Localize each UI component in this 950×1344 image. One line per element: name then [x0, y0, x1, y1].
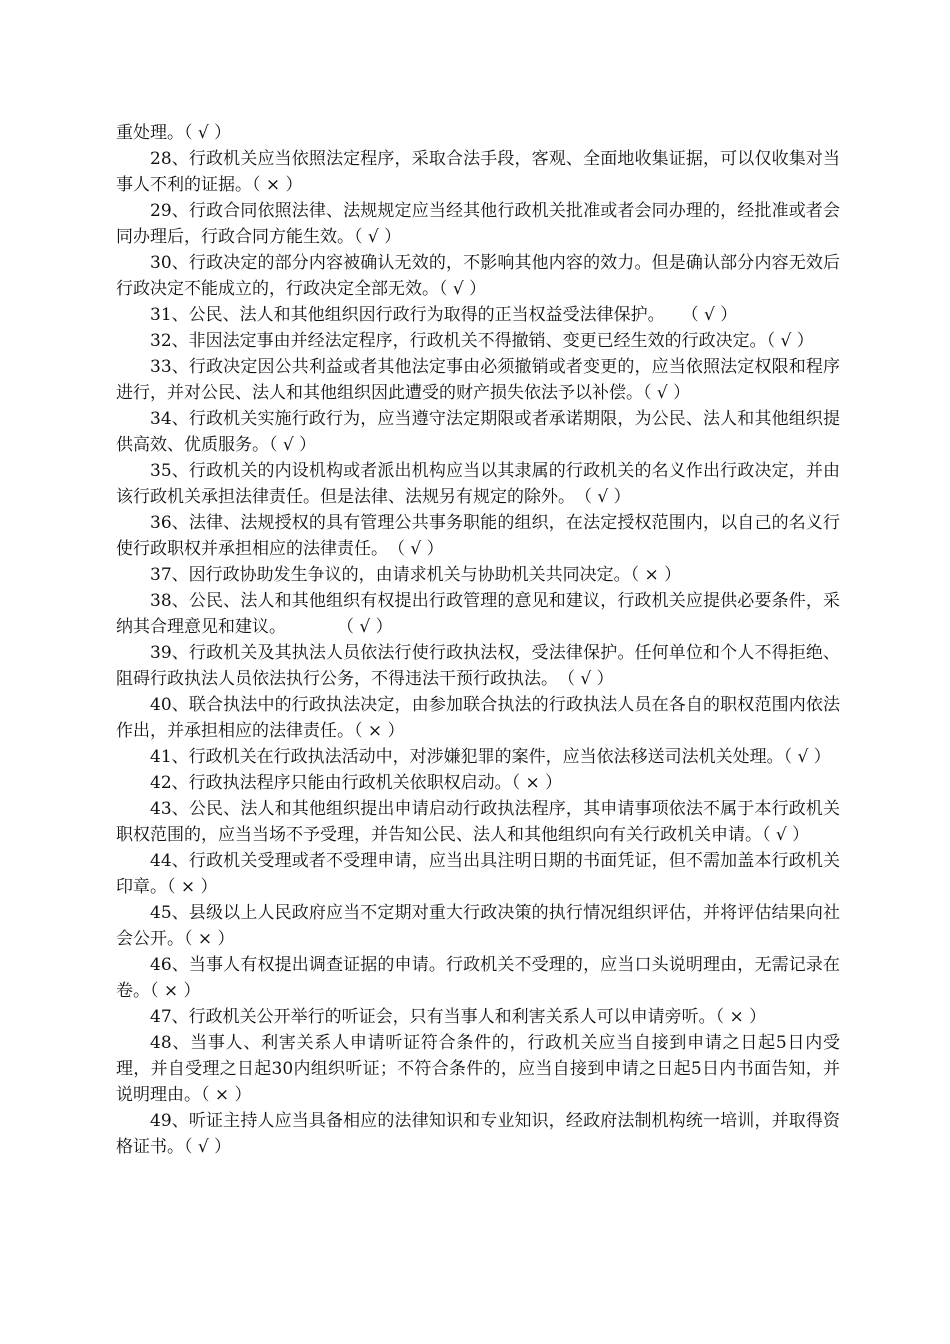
question-42: 42、行政执法程序只能由行政机关依职权启动。（ × ）	[150, 773, 563, 793]
question-48: 48、当事人、利害关系人申请听证符合条件的，行政机关应当自接到申请之日起5日内受理，并自受理之日起30内组织听证；不符合条件的，应当自接到申请之日起5日内书面告知，并说明理由。（ × ）	[116, 1033, 840, 1105]
question-30: 30、行政决定的部分内容被确认无效的，不影响其他内容的效力。但是确认部分内容无效后行政决定不能成立的，行政决定全部无效。（ √ ）	[116, 253, 840, 299]
question-34: 34、行政机关实施行政行为，应当遵守法定期限或者承诺期限，为公民、法人和其他组织提供高效、优质服务。（ √ ）	[116, 409, 840, 455]
question-43: 43、公民、法人和其他组织提出申请启动行政执法程序，其申请事项依法不属于本行政机关职权范围的，应当当场不予受理，并告知公民、法人和其他组织向有关行政机关申请。（ √ ）	[116, 799, 840, 845]
question-44: 44、行政机关受理或者不受理申请，应当出具注明日期的书面凭证，但不需加盖本行政机关印章。（ × ）	[116, 851, 840, 897]
question-35: 35、行政机关的内设机构或者派出机构应当以其隶属的行政机关的名义作出行政决定，并由该行政机关承担法律责任。但是法律、法规另有规定的除外。 （ √ ）	[116, 461, 840, 507]
question-32: 32、非因法定事由并经法定程序，行政机关不得撤销、变更已经生效的行政决定。（ √ ）	[150, 331, 814, 351]
question-31: 31、公民、法人和其他组织因行政行为取得的正当权益受法律保护。 （ √ ）	[150, 305, 738, 325]
document-body	[116, 120, 840, 1160]
question-41: 41、行政机关在行政执法活动中，对涉嫌犯罪的案件，应当依法移送司法机关处理。（ √ ）	[150, 747, 831, 767]
question-39: 39、行政机关及其执法人员依法行使行政执法权，受法律保护。任何单位和个人不得拒绝、阻碍行政执法人员依法执行公务，不得违法干预行政执法。 （ √ ）	[116, 643, 840, 689]
question-36: 36、法律、法规授权的具有管理公共事务职能的组织，在法定授权范围内，以自己的名义行使行政职权并承担相应的法律责任。 （ √ ）	[116, 513, 840, 559]
question-46: 46、当事人有权提出调查证据的申请。行政机关不受理的，应当口头说明理由，无需记录在卷。（ × ）	[116, 955, 840, 1001]
question-38: 38、公民、法人和其他组织有权提出行政管理的意见和建议，行政机关应提供必要条件，采纳其合理意见和建议。 （ √ ）	[116, 591, 840, 637]
question-47: 47、行政机关公开举行的听证会，只有当事人和利害关系人可以申请旁听。（ × ）	[150, 1007, 767, 1027]
question-40: 40、联合执法中的行政执法决定，由参加联合执法的行政执法人员在各自的职权范围内依法作出，并承担相应的法律责任。（ × ）	[116, 695, 840, 741]
question-49: 49、听证主持人应当具备相应的法律知识和专业知识，经政府法制机构统一培训，并取得资格证书。（ √ ）	[116, 1111, 840, 1157]
question-33: 33、行政决定因公共利益或者其他法定事由必须撤销或者变更的，应当依照法定权限和程序进行，并对公民、法人和其他组织因此遭受的财产损失依法予以补偿。（ √ ）	[116, 357, 840, 403]
continuation-line: 重处理。（ √ ）	[116, 123, 232, 143]
question-29: 29、行政合同依照法律、法规规定应当经其他行政机关批准或者会同办理的，经批准或者会同办理后，行政合同方能生效。（ √ ）	[116, 201, 840, 247]
question-45: 45、县级以上人民政府应当不定期对重大行政决策的执行情况组织评估，并将评估结果向社会公开。（ × ）	[116, 903, 840, 949]
question-28: 28、行政机关应当依照法定程序，采取合法手段，客观、全面地收集证据，可以仅收集对当事人不利的证据。（ × ）	[116, 149, 840, 195]
question-37: 37、因行政协助发生争议的，由请求机关与协助机关共同决定。（ × ）	[150, 565, 682, 585]
